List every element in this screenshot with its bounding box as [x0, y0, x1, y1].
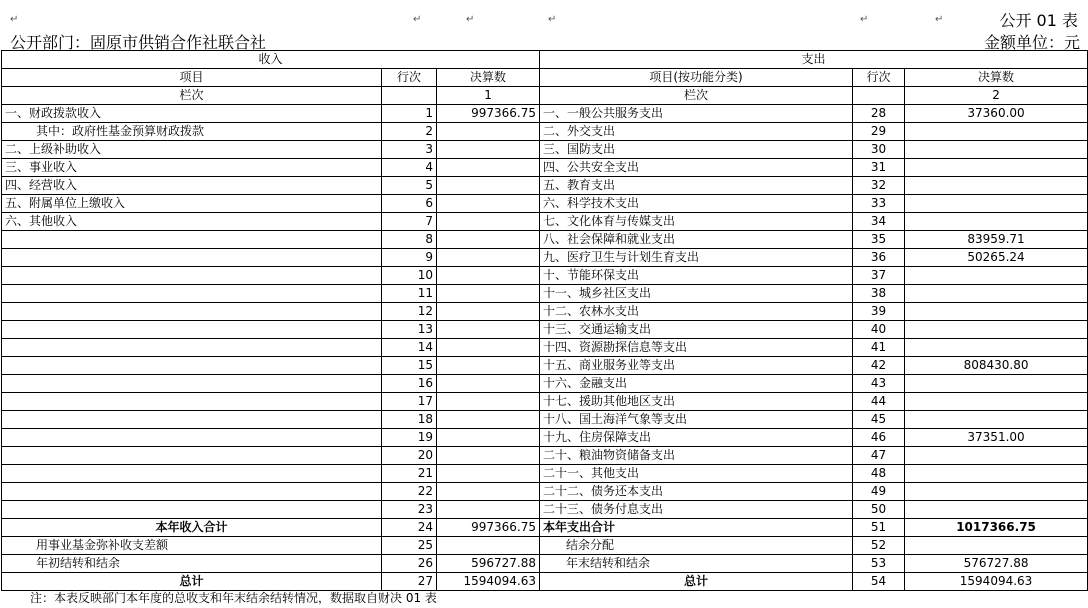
- year-expense-total-no: 51: [853, 519, 905, 537]
- expense-item-cell: 四、公共安全支出: [540, 159, 853, 177]
- income-amount-cell: [437, 375, 540, 393]
- expense-amount-cell: [905, 375, 1088, 393]
- income-amount-cell: [437, 213, 540, 231]
- income-amount-cell: [437, 285, 540, 303]
- expense-item-cell: 七、文化体育与传媒支出: [540, 213, 853, 231]
- income-item-cell: 一、财政拨款收入: [2, 105, 382, 123]
- unit-label: 金额单位：元: [983, 33, 1080, 52]
- income-amount-cell: [437, 303, 540, 321]
- expense-item-cell: 九、医疗卫生与计划生育支出: [540, 249, 853, 267]
- expense-rowno-cell: 50: [853, 501, 905, 519]
- table-row: [2, 285, 1088, 303]
- end-balance-amount: 576727.88: [905, 555, 1088, 573]
- expense-item-cell: 二十二、债务还本支出: [540, 483, 853, 501]
- income-item-cell: [2, 483, 382, 501]
- table-row: [2, 213, 1088, 231]
- income-amount-header: 决算数: [437, 69, 540, 87]
- expense-item-cell: 六、科学技术支出: [540, 195, 853, 213]
- income-item-cell: 五、附属单位上缴收入: [2, 195, 382, 213]
- expense-rowno-cell: 41: [853, 339, 905, 357]
- expense-item-cell: 十七、援助其他地区支出: [540, 393, 853, 411]
- expense-rowno-cell: 36: [853, 249, 905, 267]
- expense-amount-header: 决算数: [905, 69, 1088, 87]
- income-item-cell: [2, 231, 382, 249]
- income-amount-cell: [437, 465, 540, 483]
- expense-item-cell: 十、节能环保支出: [540, 267, 853, 285]
- income-rowno-cell: 7: [382, 213, 437, 231]
- income-amount-cell: 997366.75: [437, 105, 540, 123]
- surplus-distribution-label: 结余分配: [540, 537, 853, 555]
- grand-total-expense-label: 总计: [540, 573, 853, 591]
- grand-total-income-amount: 1594094.63: [437, 573, 540, 591]
- income-amount-cell: [437, 501, 540, 519]
- income-amount-cell: [437, 141, 540, 159]
- paragraph-mark: ↵: [935, 14, 944, 25]
- expense-rowno-cell: 38: [853, 285, 905, 303]
- income-item-cell: [2, 393, 382, 411]
- income-item-cell: [2, 321, 382, 339]
- income-rowno-cell: 12: [382, 303, 437, 321]
- income-rowno-cell: 19: [382, 429, 437, 447]
- paragraph-mark: ↵: [860, 14, 869, 25]
- income-item-cell: [2, 465, 382, 483]
- expense-amount-cell: [905, 339, 1088, 357]
- income-amount-cell: [437, 249, 540, 267]
- footnote: 注：本表反映部门本年度的总收支和年末结余结转情况，数据取自财决 01 表: [30, 591, 437, 605]
- fund-makeup-no: 25: [382, 537, 437, 555]
- expense-rowno-cell: 29: [853, 123, 905, 141]
- income-rowno-cell: 5: [382, 177, 437, 195]
- income-rowno-cell: 8: [382, 231, 437, 249]
- end-balance-no: 53: [853, 555, 905, 573]
- income-lanci-label: 栏次: [2, 87, 382, 105]
- expense-item-header: 项目(按功能分类): [540, 69, 853, 87]
- income-amount-cell: [437, 447, 540, 465]
- expense-amount-cell: 37360.00: [905, 105, 1088, 123]
- table-row: [2, 339, 1088, 357]
- expense-rowno-cell: 35: [853, 231, 905, 249]
- income-rowno-cell: 1: [382, 105, 437, 123]
- table-number: 公开 01 表: [999, 11, 1078, 30]
- expense-rowno-cell: 37: [853, 267, 905, 285]
- table-row: [2, 483, 1088, 501]
- table-row: [2, 411, 1088, 429]
- expense-item-cell: 二十、粮油物资储备支出: [540, 447, 853, 465]
- grand-total-income-label: 总计: [2, 573, 382, 591]
- income-rowno-cell: 22: [382, 483, 437, 501]
- begin-balance-amount: 596727.88: [437, 555, 540, 573]
- expense-amount-cell: 83959.71: [905, 231, 1088, 249]
- expense-rowno-cell: 32: [853, 177, 905, 195]
- income-rowno-cell: 11: [382, 285, 437, 303]
- fund-makeup-amount: [437, 537, 540, 555]
- income-section-header: 收入: [2, 51, 540, 69]
- table-row: [2, 123, 1088, 141]
- expense-amount-cell: [905, 213, 1088, 231]
- income-amount-cell: [437, 339, 540, 357]
- table-row: [2, 195, 1088, 213]
- expense-rowno-cell: 46: [853, 429, 905, 447]
- begin-balance-label: 年初结转和结余: [2, 555, 382, 573]
- paragraph-mark: ↵: [466, 14, 475, 25]
- expense-item-cell: 十八、国土海洋气象等支出: [540, 411, 853, 429]
- income-rowno-cell: 4: [382, 159, 437, 177]
- expense-amount-cell: [905, 465, 1088, 483]
- expense-item-cell: 十六、金融支出: [540, 375, 853, 393]
- income-amount-cell: [437, 429, 540, 447]
- year-income-total-label: 本年收入合计: [2, 519, 382, 537]
- income-amount-cell: [437, 357, 540, 375]
- expense-item-cell: 十九、住房保障支出: [540, 429, 853, 447]
- table-row: [2, 393, 1088, 411]
- expense-amount-cell: 50265.24: [905, 249, 1088, 267]
- expense-item-cell: 二、外交支出: [540, 123, 853, 141]
- income-item-cell: [2, 447, 382, 465]
- expense-amount-cell: [905, 303, 1088, 321]
- income-amount-cell: [437, 321, 540, 339]
- year-income-total-amount: 997366.75: [437, 519, 540, 537]
- expense-rowno-cell: 34: [853, 213, 905, 231]
- income-item-cell: 三、事业收入: [2, 159, 382, 177]
- income-item-cell: [2, 501, 382, 519]
- grand-total-expense-amount: 1594094.63: [905, 573, 1088, 591]
- income-rowno-cell: 13: [382, 321, 437, 339]
- expense-amount-cell: [905, 141, 1088, 159]
- income-rowno-cell: 20: [382, 447, 437, 465]
- department-label: 公开部门：固原市供销合作社联合社: [10, 33, 267, 52]
- income-rowno-cell: 6: [382, 195, 437, 213]
- table-row: [2, 501, 1088, 519]
- paragraph-mark: ↵: [10, 14, 19, 25]
- income-rowno-cell: 17: [382, 393, 437, 411]
- table-row: [2, 303, 1088, 321]
- fund-makeup-label: 用事业基金弥补收支差额: [2, 537, 382, 555]
- income-rowno-header: 行次: [382, 69, 437, 87]
- income-amount-cell: [437, 231, 540, 249]
- expense-item-cell: 二十一、其他支出: [540, 465, 853, 483]
- year-expense-total-label: 本年支出合计: [540, 519, 853, 537]
- year-expense-total-amount: 1017366.75: [905, 519, 1088, 537]
- surplus-distribution-amount: [905, 537, 1088, 555]
- expense-item-cell: 十三、交通运输支出: [540, 321, 853, 339]
- paragraph-mark: ↵: [548, 14, 557, 25]
- expense-amount-cell: [905, 177, 1088, 195]
- expense-rowno-cell: 48: [853, 465, 905, 483]
- income-item-cell: 其中：政府性基金预算财政拨款: [2, 123, 382, 141]
- table-row: [2, 429, 1088, 447]
- expense-lanci-empty: [853, 87, 905, 105]
- end-balance-label: 年末结转和结余: [540, 555, 853, 573]
- expense-amount-cell: 808430.80: [905, 357, 1088, 375]
- income-rowno-cell: 18: [382, 411, 437, 429]
- expense-section-header: 支出: [540, 51, 1088, 69]
- income-rowno-cell: 15: [382, 357, 437, 375]
- expense-rowno-cell: 47: [853, 447, 905, 465]
- expense-amount-cell: 37351.00: [905, 429, 1088, 447]
- expense-amount-cell: [905, 393, 1088, 411]
- expense-amount-cell: [905, 321, 1088, 339]
- income-rowno-cell: 9: [382, 249, 437, 267]
- income-item-cell: [2, 267, 382, 285]
- income-item-cell: [2, 357, 382, 375]
- expense-rowno-cell: 28: [853, 105, 905, 123]
- expense-amount-cell: [905, 123, 1088, 141]
- income-amount-cell: [437, 159, 540, 177]
- income-amount-cell: [437, 267, 540, 285]
- expense-rowno-cell: 45: [853, 411, 905, 429]
- expense-amount-cell: [905, 159, 1088, 177]
- income-rowno-cell: 14: [382, 339, 437, 357]
- expense-item-cell: 五、教育支出: [540, 177, 853, 195]
- grand-total-expense-no: 54: [853, 573, 905, 591]
- income-amount-cell: [437, 483, 540, 501]
- income-item-header: 项目: [2, 69, 382, 87]
- expense-amount-cell: [905, 411, 1088, 429]
- expense-item-cell: 二十三、债务付息支出: [540, 501, 853, 519]
- table-row: [2, 321, 1088, 339]
- surplus-distribution-no: 52: [853, 537, 905, 555]
- income-amount-cell: [437, 177, 540, 195]
- income-item-cell: [2, 339, 382, 357]
- paragraph-mark: ↵: [413, 14, 422, 25]
- income-item-cell: 四、经营收入: [2, 177, 382, 195]
- income-item-cell: [2, 249, 382, 267]
- expense-amount-cell: [905, 195, 1088, 213]
- income-rowno-cell: 2: [382, 123, 437, 141]
- expense-rowno-cell: 42: [853, 357, 905, 375]
- expense-rowno-cell: 39: [853, 303, 905, 321]
- table-row: [2, 249, 1088, 267]
- expense-item-cell: 十五、商业服务业等支出: [540, 357, 853, 375]
- income-amount-cell: [437, 123, 540, 141]
- table-row: [2, 447, 1088, 465]
- income-rowno-cell: 23: [382, 501, 437, 519]
- expense-rowno-cell: 40: [853, 321, 905, 339]
- begin-balance-no: 26: [382, 555, 437, 573]
- income-amount-cell: [437, 195, 540, 213]
- income-item-cell: [2, 303, 382, 321]
- table-row: [2, 231, 1088, 249]
- expense-amount-cell: [905, 483, 1088, 501]
- expense-rowno-cell: 33: [853, 195, 905, 213]
- expense-rowno-cell: 30: [853, 141, 905, 159]
- expense-item-cell: 十一、城乡社区支出: [540, 285, 853, 303]
- income-item-cell: [2, 285, 382, 303]
- expense-amount-cell: [905, 285, 1088, 303]
- table-row: [2, 141, 1088, 159]
- expense-amount-cell: [905, 447, 1088, 465]
- table-row: [2, 357, 1088, 375]
- income-amount-cell: [437, 393, 540, 411]
- income-rowno-cell: 3: [382, 141, 437, 159]
- income-col-number: 1: [437, 87, 540, 105]
- income-item-cell: 二、上级补助收入: [2, 141, 382, 159]
- table-row: [2, 465, 1088, 483]
- expense-rowno-cell: 49: [853, 483, 905, 501]
- budget-table: [1, 50, 1088, 591]
- expense-item-cell: 十四、资源勘探信息等支出: [540, 339, 853, 357]
- income-item-cell: [2, 411, 382, 429]
- income-amount-cell: [437, 411, 540, 429]
- expense-rowno-cell: 43: [853, 375, 905, 393]
- table-row: [2, 375, 1088, 393]
- expense-rowno-cell: 44: [853, 393, 905, 411]
- table-row: [2, 177, 1088, 195]
- income-rowno-cell: 21: [382, 465, 437, 483]
- table-row: [2, 105, 1088, 123]
- grand-total-income-no: 27: [382, 573, 437, 591]
- expense-amount-cell: [905, 267, 1088, 285]
- expense-item-cell: 一、一般公共服务支出: [540, 105, 853, 123]
- expense-amount-cell: [905, 501, 1088, 519]
- expense-item-cell: 十二、农林水支出: [540, 303, 853, 321]
- income-rowno-cell: 16: [382, 375, 437, 393]
- table-row: [2, 267, 1088, 285]
- expense-rowno-cell: 31: [853, 159, 905, 177]
- income-item-cell: 六、其他收入: [2, 213, 382, 231]
- table-row: [2, 159, 1088, 177]
- income-rowno-cell: 10: [382, 267, 437, 285]
- expense-col-number: 2: [905, 87, 1088, 105]
- year-income-total-no: 24: [382, 519, 437, 537]
- income-lanci-empty: [382, 87, 437, 105]
- income-item-cell: [2, 429, 382, 447]
- expense-item-cell: 三、国防支出: [540, 141, 853, 159]
- expense-item-cell: 八、社会保障和就业支出: [540, 231, 853, 249]
- income-item-cell: [2, 375, 382, 393]
- expense-rowno-header: 行次: [853, 69, 905, 87]
- expense-lanci-label: 栏次: [540, 87, 853, 105]
